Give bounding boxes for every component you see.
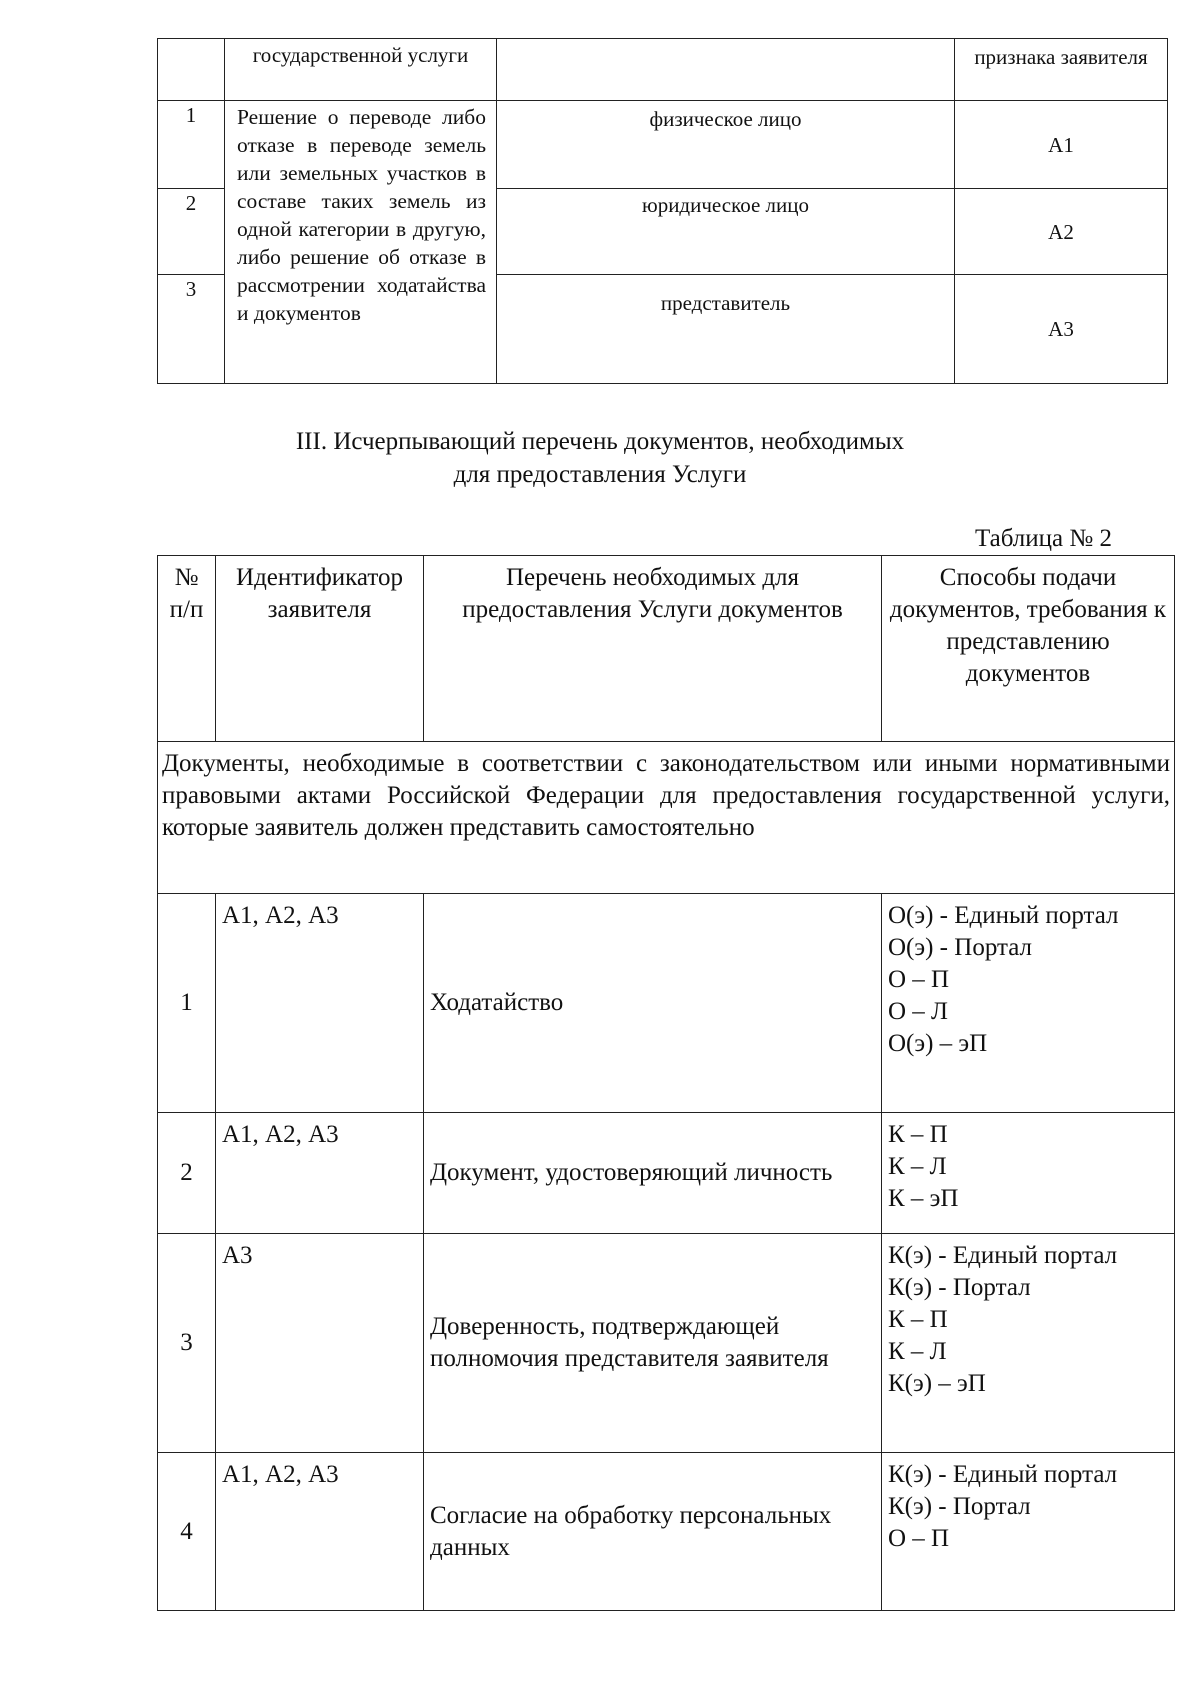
method-item: О(э) – эП: [888, 1030, 988, 1057]
submission-methods: [882, 1453, 1175, 1611]
submission-methods: [882, 1113, 1175, 1234]
applicant-code: А2: [955, 189, 1168, 275]
applicant-code: А3: [955, 275, 1168, 384]
section-title-line1: III. Исчерпывающий перечень документов, необходимых: [295, 428, 905, 455]
method-item: К – эП: [888, 1185, 959, 1212]
applicant-code: А1: [955, 101, 1168, 189]
header-documents: Перечень необходимых для предоставления Услуги документов: [424, 556, 882, 742]
method-item: О(э) - Портал: [888, 934, 1033, 961]
method-item: К(э) - Портал: [888, 1274, 1031, 1301]
method-item: О – Л: [888, 998, 949, 1025]
document-name: Документ, удостоверяющий личность: [424, 1113, 882, 1234]
submission-methods: [882, 894, 1175, 1113]
submission-methods: [882, 1234, 1175, 1453]
applicant-ids: А1, А2, А3: [216, 1453, 424, 1611]
section-title-line2: для предоставления Услуги: [453, 461, 747, 488]
header-identifier: Идентификатор заявителя: [216, 556, 424, 742]
applicant-ids: А1, А2, А3: [216, 894, 424, 1113]
row-number: 1: [158, 894, 216, 1113]
row-number: 3: [158, 1234, 216, 1453]
method-item: К – П: [888, 1306, 948, 1333]
applicant-table: [157, 38, 1168, 384]
applicant-type: физическое лицо: [497, 101, 955, 189]
header-attribute: признака заявителя: [955, 39, 1168, 101]
method-item: К(э) - Единый портал: [888, 1242, 1118, 1269]
document-name: Ходатайство: [424, 894, 882, 1113]
method-item: К – П: [888, 1121, 948, 1148]
row-number: 1: [158, 101, 225, 189]
method-item: К – Л: [888, 1338, 947, 1365]
applicant-type: представитель: [497, 275, 955, 384]
applicant-type: юридическое лицо: [497, 189, 955, 275]
document-name: Доверенность, подтверждающей полномочия представителя заявителя: [424, 1234, 882, 1453]
documents-table: [157, 555, 1175, 1611]
header-cell-blank: [497, 39, 955, 101]
row-number: 2: [158, 189, 225, 275]
header-service: государственной услуги: [225, 39, 497, 101]
method-item: К(э) - Единый портал: [888, 1461, 1118, 1488]
method-item: К(э) - Портал: [888, 1493, 1031, 1520]
result-text: Решение о переводе либо отказе в переводе земель или земельных участков в составе таких земель из одной категории в другую, либо решение об отказе в рассмотрении ходатайства и документов: [225, 101, 497, 384]
applicant-ids: А1, А2, А3: [216, 1113, 424, 1234]
method-item: К – Л: [888, 1153, 947, 1180]
method-item: О – П: [888, 966, 950, 993]
method-item: К(э) – эП: [888, 1370, 986, 1397]
table-label: Таблица № 2: [974, 525, 1112, 552]
row-number: 3: [158, 275, 225, 384]
header-cell-empty: [158, 39, 225, 101]
row-number: 2: [158, 1113, 216, 1234]
group-title: Документы, необходимые в соответствии с законодательством или иными нормативными правовыми актами Российской Федерации для предоставления государственной услуги, которые заявитель должен представить самостоятельно: [158, 742, 1175, 894]
row-number: 4: [158, 1453, 216, 1611]
applicant-ids: А3: [216, 1234, 424, 1453]
document-name: Согласие на обработку персональных данных: [424, 1453, 882, 1611]
header-methods: Способы подачи документов, требования к представлению документов: [882, 556, 1175, 742]
header-number: № п/п: [158, 556, 216, 742]
method-item: О(э) - Единый портал: [888, 902, 1119, 929]
method-item: О – П: [888, 1525, 950, 1552]
